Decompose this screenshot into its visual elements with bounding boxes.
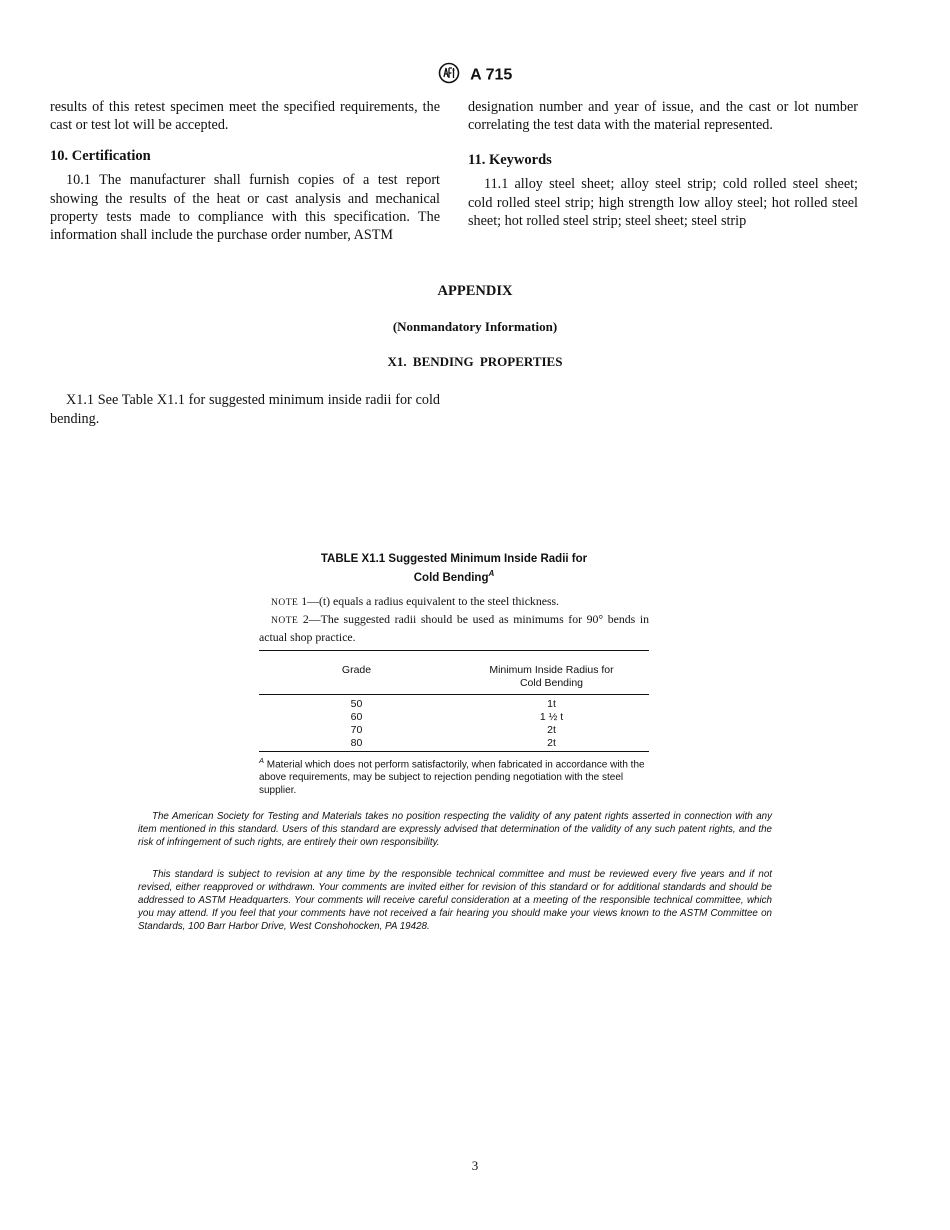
cell-radius: 2t	[547, 723, 556, 736]
revision-disclaimer: This standard is subject to revision at any time by the responsible technical committee and must be reviewed every five years and if not revised, either reapproved or withdrawn. Your comments are invited either for revision of this standard or for additional standards and should be addressed to ASTM Headquarters. Your comments will receive careful consideration at a meeting of the responsible technical committee, which you may attend. If you feel that your comments have not received a fair hearing you should make your views known to the ASTM Committee on Standards, 100 Barr Harbor Drive, West Conshohocken, PA 19428.	[138, 869, 772, 932]
footnote-mark: A	[259, 755, 265, 765]
section-11-heading: 11. Keywords	[468, 151, 552, 168]
bending-radii-table	[259, 650, 649, 752]
right-continuation-text: designation number and year of issue, and the cast or lot number correlating the test data with the material represented.	[468, 99, 858, 134]
table-note-2: NOTE 2—The suggested radii should be used as minimums for 90° bends in actual shop practice.	[259, 611, 649, 644]
appendix-subtitle: (Nonmandatory Information)	[392, 319, 558, 334]
table-notes	[259, 593, 649, 645]
table-header-row	[259, 650, 649, 694]
right-column	[468, 98, 858, 230]
left-continuation-text: results of this retest specimen meet the specified requirements, the cast or test lot will be accepted.	[50, 99, 440, 134]
table-note-1: NOTE 1—(t) equals a radius equivalent to the steel thickness.	[271, 593, 560, 608]
astm-logo-icon	[438, 62, 460, 89]
header-grade: Grade	[341, 663, 372, 676]
section-11-text: 11.1 alloy steel sheet; alloy steel strip; cold rolled steel sheet; cold rolled steel strip; high strength low alloy steel; hot rolled steel sheet; hot rolled steel strip; steel sheet; steel strip	[468, 176, 858, 230]
table-row	[259, 711, 649, 724]
cell-grade: 70	[350, 723, 363, 736]
appendix-title: APPENDIX	[437, 283, 513, 299]
table-title-line1: TABLE X1.1 Suggested Minimum Inside Radii for	[320, 553, 588, 565]
table-title	[259, 552, 649, 585]
x1-heading: X1. BENDING PROPERTIES	[387, 354, 563, 369]
section-10-heading: 10. Certification	[50, 147, 151, 164]
left-column	[50, 98, 440, 245]
cell-radius: 2t	[547, 736, 556, 749]
page-number: 3	[471, 1158, 479, 1173]
table-title-footnote-mark: A	[488, 568, 495, 578]
table-title-line2: Cold Bending$^A$	[413, 568, 495, 584]
cell-grade: 50	[350, 697, 363, 710]
table-x1-1	[259, 552, 649, 797]
standard-designation: A 715	[470, 66, 513, 84]
cell-radius: 1 ½ t	[539, 710, 564, 723]
header-min-radius: Minimum Inside Radius for Cold Bending	[489, 663, 614, 689]
table-row	[259, 737, 649, 752]
section-10-text: 10.1 The manufacturer shall furnish copies of a test report showing the results of the heat or cast analysis and mechanical property tests made to compliance with this specification. The information shall include the purchase order number, ASTM	[50, 172, 440, 244]
cell-grade: 80	[350, 736, 363, 749]
cell-radius: 1t	[547, 697, 556, 710]
table-row	[259, 694, 649, 711]
table-footnote: $^A$ Material which does not perform satisfactorily, when fabricated in accordance with the above requirements, may be subject to rejection pending negotiation with the steel supplier.	[259, 755, 645, 797]
table-row	[259, 724, 649, 737]
page-header	[0, 62, 950, 89]
x1-1-text: X1.1 See Table X1.1 for suggested minimum inside radii for cold bending.	[50, 392, 440, 427]
cell-grade: 60	[350, 710, 363, 723]
patent-disclaimer: The American Society for Testing and Materials takes no position respecting the validity of any patent rights asserted in connection with any item mentioned in this standard. Users of this standard are expressly advised that determination of the validity of any such patent rights, and the risk of infringement of such rights, are entirely their own responsibility.	[138, 811, 772, 848]
